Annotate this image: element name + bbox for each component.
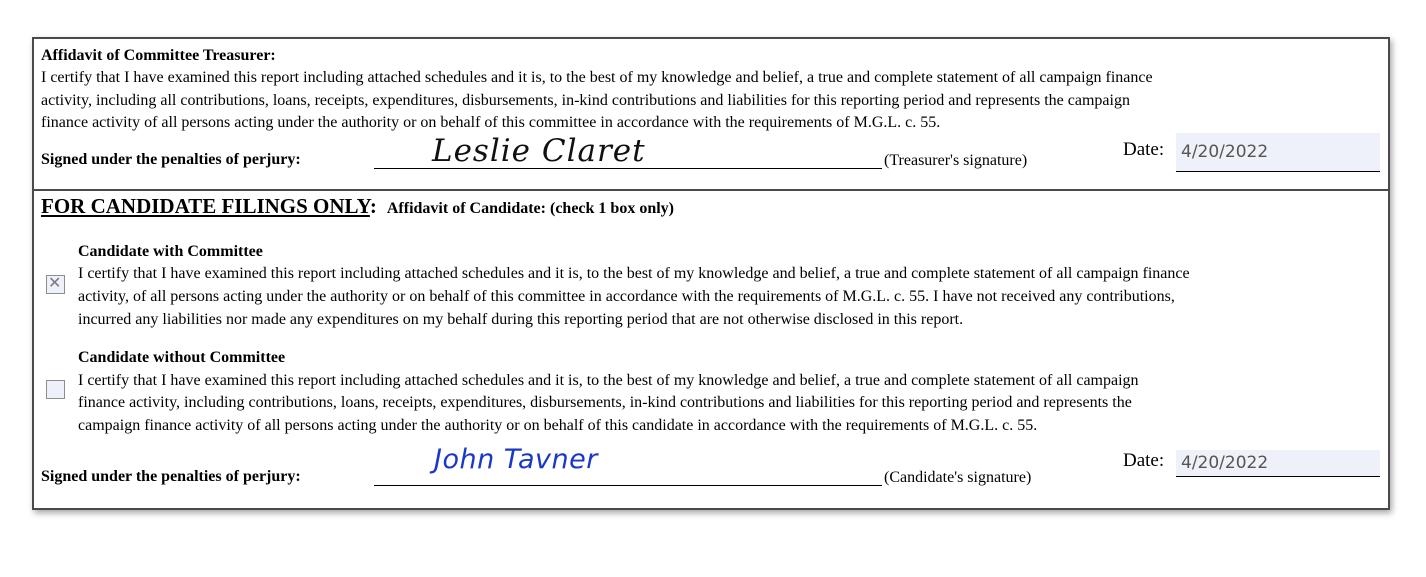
candidate-signature: John Tavner <box>434 444 598 475</box>
candidate-with-committee-line-2: activity, of all persons acting under the authority or on behalf of this committee in accordance with the requirements of M.G.L. c. 55. I have not received any contributions, <box>78 288 1175 305</box>
candidate-without-committee-checkbox[interactable] <box>46 380 65 399</box>
treasurer-signature: Leslie Claret <box>432 133 646 169</box>
candidate-with-committee-line-1: I certify that I have examined this report including attached schedules and it is, to the best of my knowledge and belief, a true and complete statement of all campaign finance <box>78 265 1190 282</box>
candidate-signed-label: Signed under the penalties of perjury: <box>41 468 301 485</box>
treasurer-affidavit-heading: Affidavit of Committee Treasurer: <box>41 47 276 64</box>
candidate-signature-line <box>374 485 882 486</box>
candidate-date-label: Date: <box>1123 450 1165 471</box>
candidate-affidavit-subheading: Affidavit of Candidate: (check 1 box only) <box>386 200 674 217</box>
treasurer-date-label: Date: <box>1123 139 1165 160</box>
candidate-filings-heading: FOR CANDIDATE FILINGS ONLY <box>41 194 370 218</box>
candidate-without-committee-title: Candidate without Committee <box>78 349 286 366</box>
candidate-section-header <box>41 194 674 219</box>
candidate-with-committee-line-3: incurred any liabilities nor made any expenditures on my behalf during this reporting period that are not otherwise disclosed in this report. <box>78 311 964 328</box>
campaign-finance-affidavit-form <box>32 37 1390 510</box>
candidate-with-committee-title: Candidate with Committee <box>78 243 263 260</box>
candidate-filings-heading-colon: : <box>369 194 377 218</box>
section-divider <box>34 189 1388 191</box>
treasurer-signature-caption: (Treasurer's signature) <box>884 152 1028 169</box>
treasurer-signed-label: Signed under the penalties of perjury: <box>41 151 301 168</box>
treasurer-affidavit-line-1: I certify that I have examined this report including attached schedules and it is, to the best of my knowledge and belief, a true and complete statement of all campaign finance <box>41 69 1153 86</box>
candidate-date-field[interactable] <box>1176 450 1380 477</box>
candidate-without-committee-line-1: I certify that I have examined this report including attached schedules and it is, to the best of my knowledge and belief, a true and complete statement of all campaign <box>78 372 1139 389</box>
candidate-with-committee-checkbox[interactable] <box>46 275 65 294</box>
candidate-without-committee-line-2: finance activity, including contributions, loans, receipts, expenditures, disbursements, in-kind contributions and liabilities for this reporting period and represents the <box>78 394 1132 411</box>
treasurer-date-value: 4/20/2022 <box>1181 142 1269 162</box>
checkbox-x-icon: ✕ <box>48 273 62 292</box>
treasurer-date-field[interactable] <box>1176 133 1380 172</box>
candidate-without-committee-line-3: campaign finance activity of all persons acting under the authority or on behalf of this candidate in accordance with the requirements of M.G.L. c. 55. <box>78 417 1038 434</box>
treasurer-affidavit-line-2: activity, including all contributions, loans, receipts, expenditures, disbursements, in-kind contributions and liabilities for this reporting period and represents the campaign <box>41 92 1130 109</box>
treasurer-affidavit-line-3: finance activity of all persons acting under the authority or on behalf of this committee in accordance with the requirements of M.G.L. c. 55. <box>41 114 941 131</box>
candidate-date-value: 4/20/2022 <box>1181 453 1269 473</box>
candidate-signature-caption: (Candidate's signature) <box>884 469 1032 486</box>
